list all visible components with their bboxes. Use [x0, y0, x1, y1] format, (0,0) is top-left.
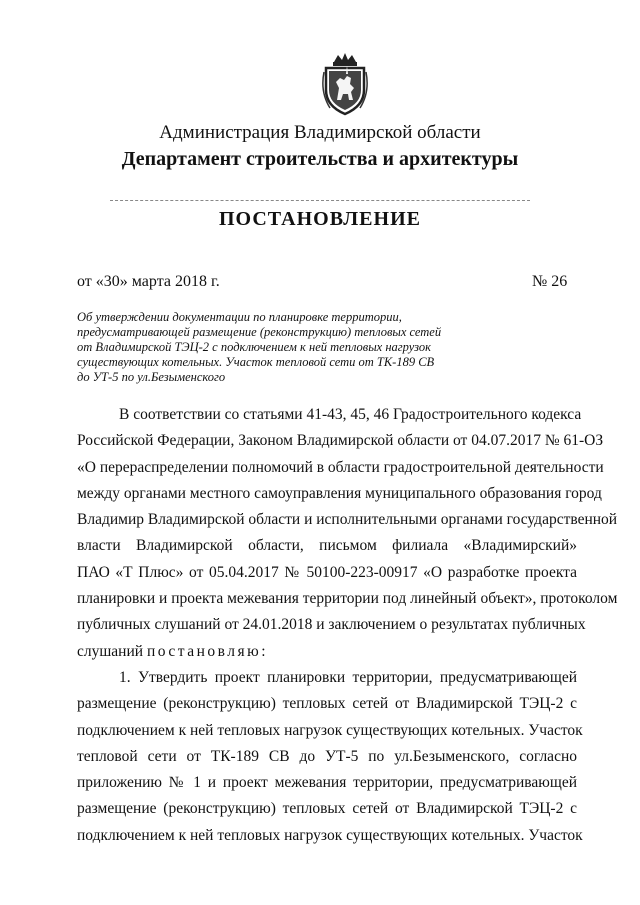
body-line: приложению № 1 и проект межевания территории, предусматривающей	[77, 774, 577, 792]
body-line: ПАО «Т Плюс» от 05.04.2017 № 50100-223-00917 «О разработке проекта	[77, 563, 577, 581]
agency-name: Администрация Владимирской области	[159, 122, 481, 143]
department-name: Департамент строительства и архитектуры	[121, 148, 519, 170]
body-line: тепловой сети от ТК-189 СВ до УТ-5 по ул.Безыменского, согласно	[77, 747, 577, 765]
document-body	[77, 402, 618, 849]
document-subject	[77, 310, 477, 385]
coat-of-arms-icon	[320, 52, 370, 116]
body-line: между органами местного самоуправления муниципального образования город	[77, 484, 602, 502]
document-date: от «30» марта 2018 г.	[77, 273, 220, 290]
body-line: планировки и проекта межевания территории под линейный объект», протоколом	[77, 590, 618, 608]
subject-line: до УТ-5 по ул.Безыменского	[77, 370, 226, 384]
subject-line: Об утверждении документации по планировке территории,	[77, 310, 402, 324]
body-line: подключением к ней тепловых нагрузок существующих котельных. Участок	[77, 721, 583, 739]
resolve-word: постановляю:	[146, 642, 269, 660]
body-line: публичных слушаний от 24.01.2018 и заключением о результатах публичных	[77, 616, 586, 634]
body-line-text: слушаний	[77, 642, 144, 660]
body-line: подключением к ней тепловых нагрузок существующих котельных. Участок	[77, 826, 583, 844]
body-line: Владимир Владимирской области и исполнительными органами государственной	[77, 511, 618, 529]
body-line: размещение (реконструкцию) тепловых сетей от Владимирской ТЭЦ-2 с	[77, 800, 577, 818]
body-line: Российской Федерации, Законом Владимирской области от 04.07.2017 № 61-ОЗ	[77, 432, 604, 450]
document-type: ПОСТАНОВЛЕНИЕ	[219, 208, 421, 230]
subject-line: существующих котельных. Участок тепловой сети от ТК-189 СВ	[77, 355, 435, 369]
body-line: В соответствии со статьями 41-43, 45, 46 Градостроительного кодекса	[119, 406, 582, 423]
body-line-last	[77, 639, 577, 665]
subject-line: от Владимирской ТЭЦ-2 с подключением к ней тепловых нагрузок	[77, 340, 431, 354]
body-line: размещение (реконструкцию) тепловых сетей от Владимирской ТЭЦ-2 с	[77, 695, 577, 713]
subject-line: предусматривающей размещение (реконструкцию) тепловых сетей	[77, 325, 442, 339]
body-line: власти Владимирской области, письмом филиала «Владимирский»	[77, 537, 577, 555]
header-divider	[110, 200, 530, 201]
document-number: № 26	[532, 273, 568, 290]
body-line: «О перераспределении полномочий в области градостроительной деятельности	[77, 458, 604, 476]
body-line: 1. Утвердить проект планировки территории, предусматривающей	[119, 668, 577, 686]
